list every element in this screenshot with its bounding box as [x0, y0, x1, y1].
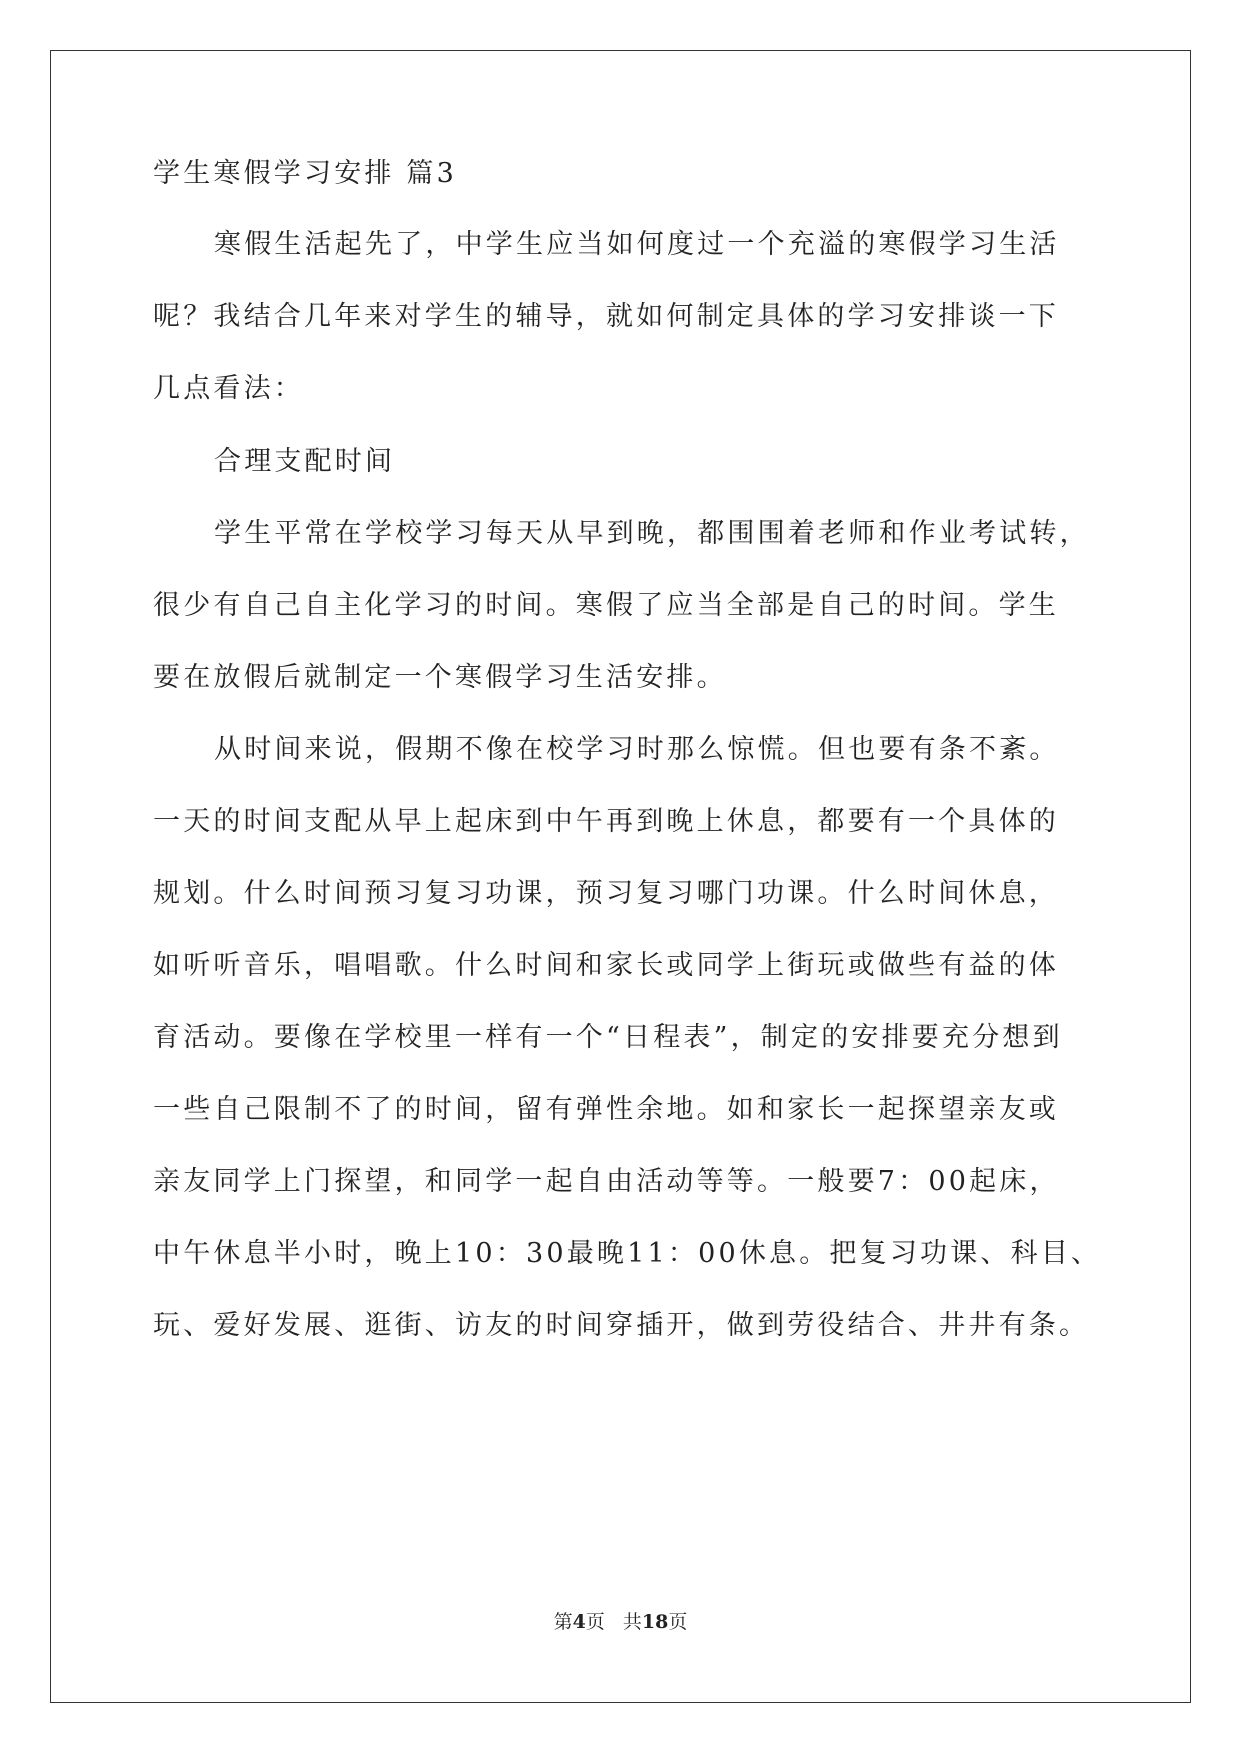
paragraph-3-line-1: 学生平常在学校学习每天从早到晚，都围围着老师和作业考试转，: [214, 518, 1090, 549]
paragraph-4-line-1: 从时间来说，假期不像在校学习时那么惊慌。但也要有条不紊。: [214, 734, 1060, 765]
page-number: 4: [572, 1611, 586, 1633]
section-heading: 合理支配时间: [214, 446, 396, 477]
paragraph-1-line-3: 几点看法：: [153, 373, 304, 404]
page-footer: [0, 1610, 1241, 1634]
paragraph-3-line-2: 很少有自己自主化学习的时间。寒假了应当全部是自己的时间。学生: [153, 590, 1059, 621]
page-border: [50, 50, 1191, 1703]
paragraph-4-line-8: 中午休息半小时，晚上10：30最晚11：00休息。把复习功课、科目、: [153, 1238, 1102, 1269]
paragraph-4-line-6: 一些自己限制不了的时间，留有弹性余地。如和家长一起探望亲友或: [153, 1094, 1059, 1125]
document-heading: 学生寒假学习安排 篇3: [153, 158, 457, 189]
total-pages-prefix: 共: [622, 1611, 642, 1633]
paragraph-4-line-3: 规划。什么时间预习复习功课，预习复习哪门功课。什么时间休息，: [153, 878, 1059, 909]
paragraph-4-line-5: 育活动。要像在学校里一样有一个“日程表”，制定的安排要充分想到: [153, 1022, 1063, 1053]
paragraph-4-line-7: 亲友同学上门探望，和同学一起自由活动等等。一般要7：00起床，: [153, 1166, 1060, 1197]
total-pages: 18: [641, 1611, 669, 1633]
total-pages-suffix: 页: [668, 1611, 688, 1633]
page-number-suffix: 页: [585, 1611, 605, 1633]
paragraph-4-line-9: 玩、爱好发展、逛街、访友的时间穿插开，做到劳役结合、井井有条。: [153, 1310, 1090, 1341]
paragraph-1-line-2: 呢？我结合几年来对学生的辅导，就如何制定具体的学习安排谈一下: [153, 301, 1059, 332]
paragraph-3-line-3: 要在放假后就制定一个寒假学习生活安排。: [153, 662, 727, 693]
paragraph-4-line-2: 一天的时间支配从早上起床到中午再到晚上休息，都要有一个具体的: [153, 806, 1059, 837]
page-number-prefix: 第: [553, 1611, 573, 1633]
paragraph-1-line-1: 寒假生活起先了，中学生应当如何度过一个充溢的寒假学习生活: [214, 229, 1060, 260]
paragraph-4-line-4: 如听听音乐，唱唱歌。什么时间和家长或同学上街玩或做些有益的体: [153, 950, 1059, 981]
